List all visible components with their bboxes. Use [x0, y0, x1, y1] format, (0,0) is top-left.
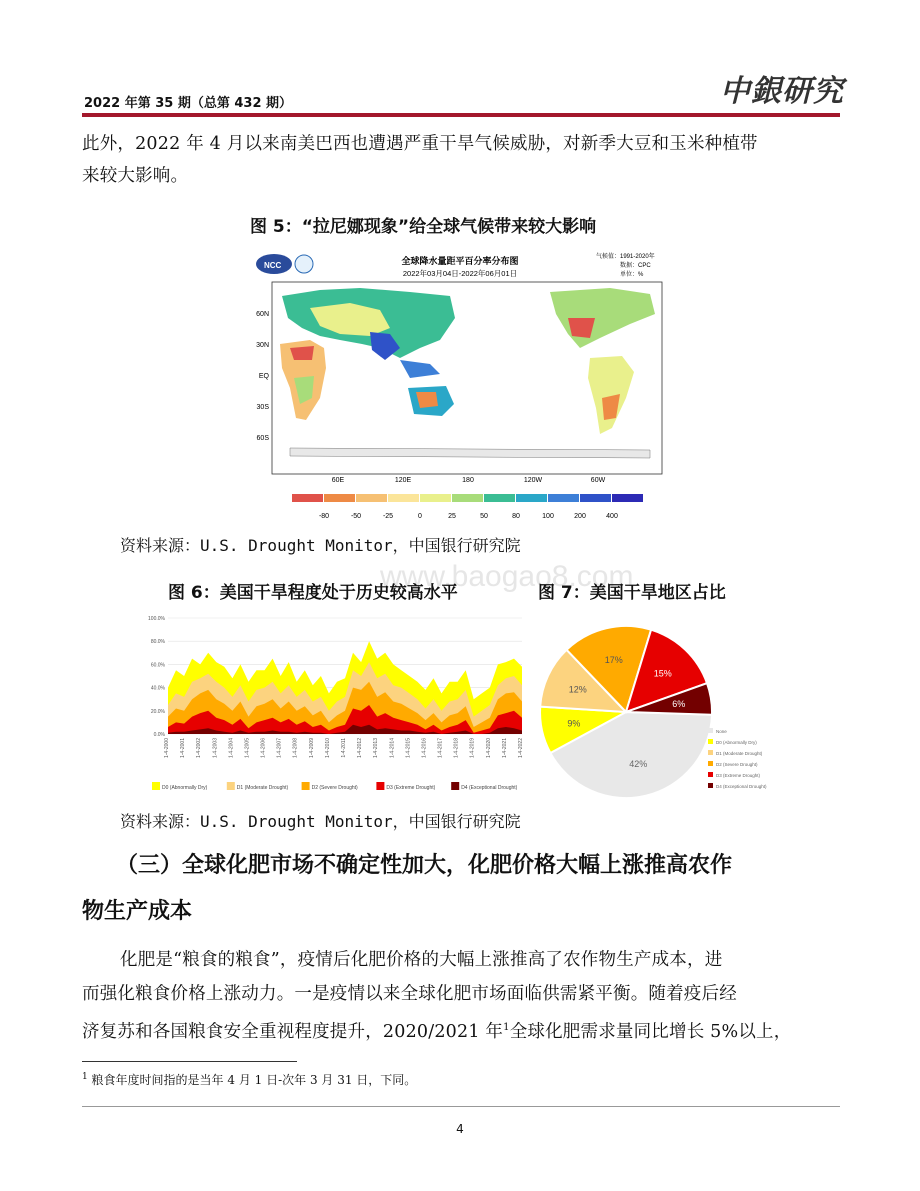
section-heading: [116, 846, 846, 886]
legend-label: D4 (Exceptional Drought): [716, 784, 767, 789]
x-tick-label: 1-4-2001: [180, 738, 187, 759]
scale-swatch: [484, 494, 515, 502]
ncc-logo-text: NCC: [264, 261, 282, 270]
drought-pie-chart: [536, 624, 776, 800]
page-number: 4: [456, 1122, 464, 1136]
scale-swatch: [452, 494, 483, 502]
watermark: www.baogao8.com: [380, 560, 634, 593]
x-tick-label: 1-4-2008: [292, 738, 299, 759]
y-tick-label: 40.0%: [150, 685, 165, 692]
scale-label: -25: [382, 513, 394, 520]
antarctica-coast: [290, 448, 650, 458]
legend-swatch: [708, 750, 713, 755]
legend-swatch: [376, 782, 384, 790]
lat-label: EQ: [258, 373, 269, 380]
map-meta-baseline: 气候值：1991-2020年: [596, 254, 655, 260]
header-divider: [82, 113, 840, 117]
legend-label: D3 (Extreme Drought): [386, 785, 436, 791]
lon-label: 60W: [590, 477, 606, 484]
legend-swatch: [708, 761, 713, 766]
scale-swatch: [612, 494, 643, 502]
x-tick-label: 1-4-2004: [228, 738, 235, 759]
footnote-text: 粮食年度时间指的是当年 4 月 1 日-次年 3 月 31 日，下同。: [87, 1073, 417, 1087]
scale-swatch: [388, 494, 419, 502]
scale-swatch: [420, 494, 451, 502]
footnote: [82, 1071, 416, 1088]
scale-label: 0: [418, 513, 422, 520]
lon-label: 120W: [523, 477, 543, 484]
legend-swatch: [152, 782, 160, 790]
paragraph-fertilizer-line3: [82, 1012, 842, 1048]
x-tick-label: 1-4-2010: [324, 738, 331, 759]
y-tick-label: 100.0%: [148, 616, 165, 622]
lat-label: 30N: [256, 342, 269, 349]
scale-swatch: [292, 494, 323, 502]
legend-label: D1 (Moderate Drought): [716, 751, 763, 756]
y-tick-label: 60.0%: [150, 662, 165, 669]
x-tick-label: 1-4-2003: [212, 738, 219, 759]
x-tick-label: 1-4-2016: [421, 738, 428, 759]
x-tick-label: 1-4-2013: [373, 738, 380, 759]
figure-7-title: 图 7：美国干旱地区占比: [538, 583, 726, 603]
lon-label: 180: [462, 477, 474, 484]
issue-number: 2022 年第 35 期（总第 432 期）: [84, 96, 293, 111]
x-tick-label: 1-4-2019: [469, 738, 476, 759]
scale-label: 80: [512, 513, 520, 520]
map-title: 全球降水量距平百分率分布图: [401, 256, 519, 266]
legend-label: D2 (Severe Drought): [716, 762, 758, 767]
scale-label: 50: [480, 513, 488, 520]
lon-label: 60E: [331, 477, 345, 484]
x-tick-label: 1-4-2017: [437, 738, 444, 759]
x-tick-label: 1-4-2015: [405, 738, 412, 759]
legend-swatch: [227, 782, 235, 790]
x-tick-label: 1-4-2011: [341, 738, 347, 758]
legend-swatch: [708, 728, 713, 733]
x-tick-label: 1-4-2021: [501, 738, 508, 759]
pie-value-label: 6%: [672, 698, 686, 709]
scale-swatch: [356, 494, 387, 502]
paragraph-line: 此外，2022 年 4 月以来南美巴西也遭遇严重干旱气候威胁，对新季大豆和玉米种植带: [82, 134, 758, 154]
heading-line: （三）全球化肥市场不确定性加大，化肥价格大幅上涨推高农作: [116, 853, 733, 878]
boc-research-logo: 中銀研究: [720, 74, 844, 109]
sahara-region: [290, 346, 314, 360]
paragraph-brazil-drought: [82, 128, 842, 192]
paragraph-fertilizer-line2: 而强化粮食价格上涨动力。一是疫情以来全球化肥市场面临供需紧平衡。随着疫后经: [82, 984, 737, 1004]
footnote-divider: [82, 1061, 297, 1062]
footnote-mark: 1: [82, 1072, 88, 1082]
lat-label: 60S: [256, 435, 269, 442]
figure-6-7-source: 资料来源：U.S. Drought Monitor，中国银行研究院: [120, 812, 521, 831]
y-tick-label: 0.0%: [153, 732, 165, 738]
scale-label: -50: [350, 513, 362, 520]
legend-label: D1 (Moderate Drought): [236, 785, 289, 791]
x-tick-label: 1-4-2012: [357, 738, 364, 759]
x-tick-label: 1-4-2014: [389, 738, 396, 759]
footnote-ref[interactable]: 1: [503, 1022, 510, 1033]
paragraph-text: 济复苏和各国粮食安全重视程度提升，2020/2021 年: [82, 1021, 504, 1042]
y-tick-label: 20.0%: [150, 708, 165, 715]
scale-label: -80: [318, 513, 330, 520]
scale-swatch: [580, 494, 611, 502]
paragraph-text: 全球化肥需求量同比增长 5%以上，: [509, 1021, 792, 1042]
legend-swatch: [708, 739, 713, 744]
scale-label: 200: [574, 513, 586, 520]
precipitation-anomaly-map: [250, 248, 670, 526]
figure-5-source: 资料来源：U.S. Drought Monitor，中国银行研究院: [120, 536, 521, 555]
drought-area-chart: [138, 608, 534, 804]
scale-label: 100: [542, 513, 554, 520]
legend-swatch: [708, 772, 713, 777]
x-tick-label: 1-4-2020: [485, 738, 492, 759]
scale-label: 400: [606, 513, 618, 520]
figure-6-title: 图 6：美国干旱程度处于历史较高水平: [168, 583, 458, 603]
x-tick-label: 1-4-2002: [196, 738, 203, 759]
map-meta-source: 数据：CPC: [620, 263, 651, 269]
legend-swatch: [451, 782, 459, 790]
figure-5-title: 图 5：“拉尼娜现象”给全球气候带来较大影响: [250, 217, 597, 237]
scale-swatch: [324, 494, 355, 502]
legend-label: None: [716, 729, 727, 734]
pie-slices: [540, 626, 712, 798]
lon-label: 120E: [394, 477, 412, 484]
section-heading-continued: 物生产成本: [82, 899, 193, 924]
paragraph-line: 来较大影响。: [82, 166, 189, 186]
footer-divider: [82, 1106, 840, 1107]
map-meta-unit: 单位：%: [620, 272, 644, 278]
legend-label: D0 (Abnormally Dry): [716, 740, 757, 745]
pie-value-label: 12%: [568, 684, 587, 695]
scale-swatch: [516, 494, 547, 502]
legend-label: D2 (Severe Drought): [311, 785, 358, 791]
color-scale: [292, 494, 643, 502]
x-tick-label: 1-4-2022: [518, 738, 524, 759]
pie-value-label: 42%: [629, 758, 648, 769]
cma-logo-icon: [295, 255, 313, 273]
legend-label: D4 (Exceptional Drought): [461, 785, 518, 791]
x-tick-label: 1-4-2005: [244, 738, 251, 759]
legend-label: D0 (Abnormally Dry): [162, 785, 208, 791]
pie-value-label: 9%: [567, 718, 581, 729]
pie-value-label: 17%: [604, 655, 623, 666]
x-tick-label: 1-4-2000: [164, 738, 170, 759]
scale-swatch: [548, 494, 579, 502]
x-tick-label: 1-4-2006: [260, 738, 267, 759]
scale-label: 25: [448, 513, 456, 520]
legend-swatch: [708, 783, 713, 788]
legend-swatch: [302, 782, 310, 790]
x-axis-labels: [164, 738, 524, 758]
pie-value-label: 15%: [653, 668, 672, 679]
x-tick-label: 1-4-2009: [308, 738, 315, 759]
y-tick-label: 80.0%: [150, 639, 165, 646]
paragraph-fertilizer-line1: 化肥是“粮食的粮食”，疫情后化肥价格的大幅上涨推高了农作物生产成本，进: [120, 950, 723, 970]
x-tick-label: 1-4-2018: [453, 738, 460, 759]
lat-label: 30S: [256, 404, 269, 411]
lat-label: 60N: [256, 311, 269, 318]
x-tick-label: 1-4-2007: [276, 738, 283, 759]
pie-legend: [708, 728, 767, 789]
map-subtitle: 2022年03月04日-2022年06月01日: [402, 269, 518, 278]
legend-label: D3 (Extreme Drought): [716, 773, 761, 778]
